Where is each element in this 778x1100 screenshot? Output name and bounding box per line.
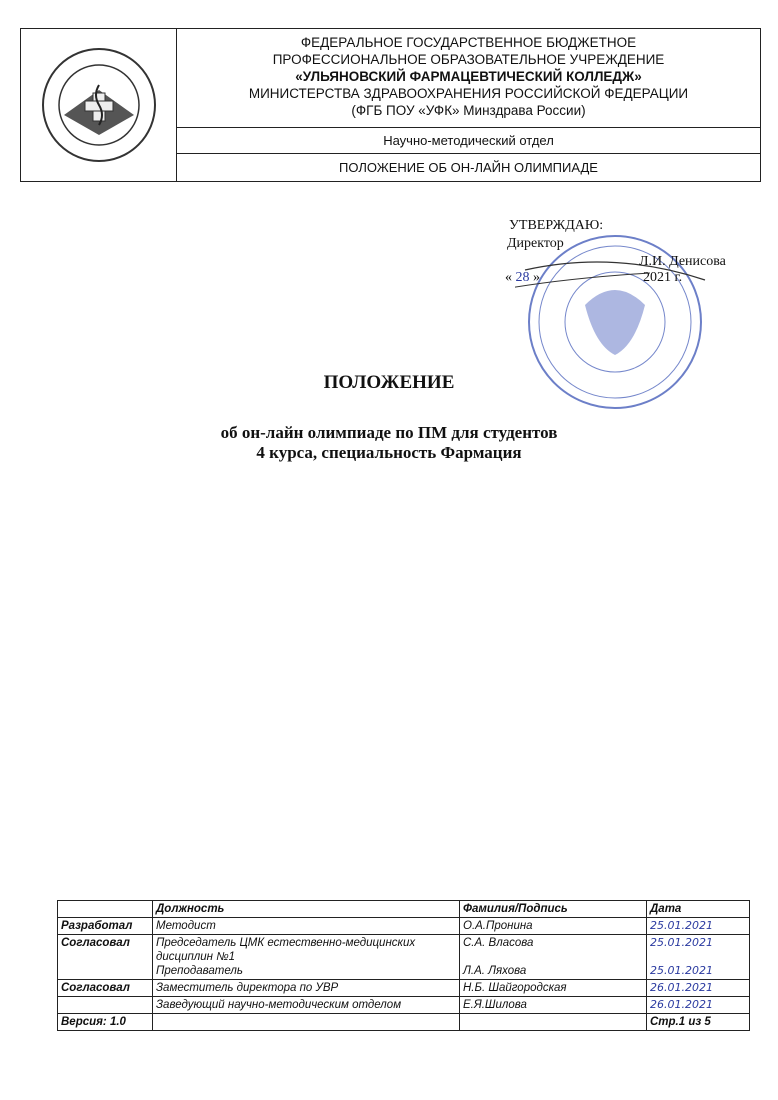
date-close-quote: » — [533, 270, 540, 285]
table-row — [58, 918, 750, 935]
subtitle-line-1: об он-лайн олимпиаде по ПМ для студентов — [220, 423, 558, 442]
approve-label: УТВЕРЖДАЮ: — [509, 218, 604, 233]
row-position: Методист — [153, 918, 460, 935]
row-position: Заместитель директора по УВР — [153, 980, 460, 997]
row-role — [58, 997, 153, 1014]
org-line-1: ФЕДЕРАЛЬНОЕ ГОСУДАРСТВЕННОЕ БЮДЖЕТНОЕ — [300, 35, 637, 50]
table-footer-row — [58, 1014, 750, 1031]
position-line-1: Председатель ЦМК естественно-медицинских дисциплин №1 — [156, 937, 416, 963]
org-line-3: «УЛЬЯНОВСКИЙ ФАРМАЦЕВТИЧЕСКИЙ КОЛЛЕДЖ» — [295, 69, 642, 84]
table-header-row — [58, 901, 750, 918]
date-open-quote: « — [505, 270, 512, 285]
row-name — [460, 935, 647, 980]
header-name-signature: Фамилия/Подпись — [460, 901, 647, 918]
row-position — [153, 935, 460, 980]
footer-empty — [153, 1014, 460, 1031]
header-date: Дата — [647, 901, 750, 918]
date-day: 28 — [515, 270, 530, 285]
document-name: ПОЛОЖЕНИЕ ОБ ОН-ЛАЙН ОЛИМПИАДЕ — [339, 160, 598, 175]
row-name: О.А.Пронина — [460, 918, 647, 935]
table-row — [58, 935, 750, 980]
footer-empty — [460, 1014, 647, 1031]
name-line-2: Л.А. Ляхова — [463, 965, 527, 977]
name-line-1: С.А. Власова — [463, 937, 534, 949]
row-name: Н.Б. Шайгородская — [460, 980, 647, 997]
version-label: Версия: 1.0 — [58, 1014, 153, 1031]
document-title: ПОЛОЖЕНИЕ — [323, 372, 455, 393]
date-line-2: 25.01.2021 — [650, 964, 713, 977]
document-header — [20, 28, 761, 182]
logo-cell — [21, 29, 177, 181]
position-line-2: Преподаватель — [156, 965, 243, 977]
org-info — [177, 29, 760, 181]
subtitle-line-2: 4 курса, специальность Фармация — [256, 443, 522, 462]
header-empty — [58, 901, 153, 918]
row-date: 26.01.2021 — [647, 980, 750, 997]
org-line-5: (ФГБ ПОУ «УФК» Минздрава России) — [351, 103, 586, 118]
row-position: Заведующий научно-методическим отделом — [153, 997, 460, 1014]
org-line-4: МИНИСТЕРСТВА ЗДРАВООХРАНЕНИЯ РОССИЙСКОЙ ФЕДЕРАЦИИ — [248, 86, 689, 101]
org-line-2: ПРОФЕССИОНАЛЬНОЕ ОБРАЗОВАТЕЛЬНОЕ УЧРЕЖДЕНИЕ — [272, 52, 665, 67]
row-date — [647, 935, 750, 980]
org-name-block — [177, 29, 760, 128]
row-name: Е.Я.Шилова — [460, 997, 647, 1014]
table-row — [58, 997, 750, 1014]
row-date: 25.01.2021 — [647, 918, 750, 935]
approver-name: Л.И. Денисова — [639, 254, 726, 269]
approval-year: 2021 г. — [643, 270, 683, 285]
document-subtitle — [0, 423, 778, 463]
approver-position: Директор — [507, 236, 564, 251]
department: Научно-методический отдел — [177, 128, 760, 154]
page-number: Стр.1 из 5 — [647, 1014, 750, 1031]
college-logo — [39, 45, 159, 165]
header-position: Должность — [153, 901, 460, 918]
approval-signature-table — [57, 900, 750, 1031]
date-line-1: 25.01.2021 — [650, 936, 713, 949]
row-role: Согласовал — [58, 935, 153, 980]
row-role: Разработал — [58, 918, 153, 935]
row-role: Согласовал — [58, 980, 153, 997]
table-row — [58, 980, 750, 997]
row-date: 26.01.2021 — [647, 997, 750, 1014]
approval-date — [505, 270, 540, 286]
